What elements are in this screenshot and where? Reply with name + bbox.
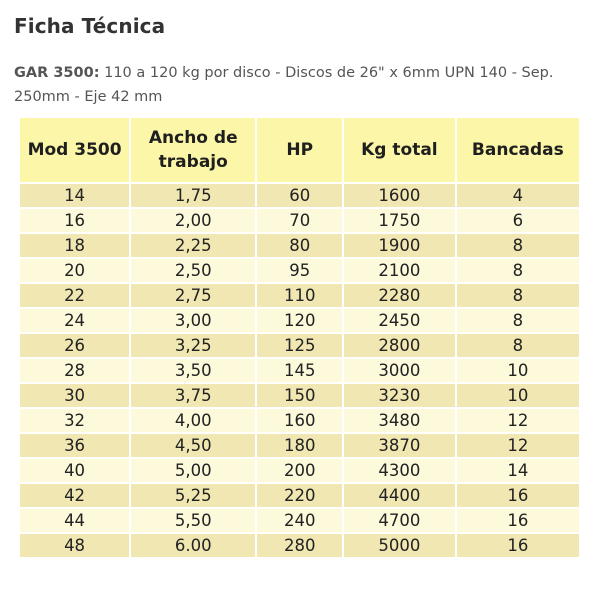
cell-ancho: 3,75 [131, 384, 255, 407]
cell-kg: 3000 [344, 359, 455, 382]
table-row [20, 459, 579, 482]
cell-bancadas: 8 [457, 334, 579, 357]
cell-mod: 44 [20, 509, 129, 532]
cell-mod: 32 [20, 409, 129, 432]
cell-kg: 3230 [344, 384, 455, 407]
table-row [20, 184, 579, 207]
cell-ancho: 3,00 [131, 309, 255, 332]
cell-bancadas: 8 [457, 234, 579, 257]
cell-hp: 180 [257, 434, 342, 457]
table-row [20, 409, 579, 432]
cell-mod: 42 [20, 484, 129, 507]
cell-mod: 18 [20, 234, 129, 257]
cell-kg: 4400 [344, 484, 455, 507]
table-row [20, 309, 579, 332]
cell-bancadas: 12 [457, 409, 579, 432]
cell-hp: 200 [257, 459, 342, 482]
model-label: GAR 3500: [14, 65, 100, 81]
table-row [20, 284, 579, 307]
cell-bancadas: 16 [457, 509, 579, 532]
cell-hp: 110 [257, 284, 342, 307]
cell-hp: 95 [257, 259, 342, 282]
cell-mod: 16 [20, 209, 129, 232]
table-row [20, 359, 579, 382]
cell-ancho: 3,50 [131, 359, 255, 382]
description-text: 110 a 120 kg por disco - Discos de 26" x 6mm UPN 140 - Sep. 250mm - Eje 42 mm [14, 65, 554, 105]
cell-bancadas: 6 [457, 209, 579, 232]
table-row [20, 434, 579, 457]
cell-ancho: 2,50 [131, 259, 255, 282]
cell-ancho: 4,50 [131, 434, 255, 457]
cell-bancadas: 8 [457, 259, 579, 282]
cell-bancadas: 8 [457, 309, 579, 332]
table-row [20, 259, 579, 282]
cell-mod: 26 [20, 334, 129, 357]
cell-kg: 2450 [344, 309, 455, 332]
cell-hp: 145 [257, 359, 342, 382]
cell-kg: 4300 [344, 459, 455, 482]
page-title: Ficha Técnica [14, 14, 166, 38]
table-row [20, 509, 579, 532]
header-hp: HP [257, 118, 342, 182]
cell-mod: 22 [20, 284, 129, 307]
cell-kg: 2800 [344, 334, 455, 357]
cell-ancho: 5,25 [131, 484, 255, 507]
cell-bancadas: 10 [457, 359, 579, 382]
cell-kg: 1900 [344, 234, 455, 257]
header-kg: Kg total [344, 118, 455, 182]
header-mod: Mod 3500 [20, 118, 129, 182]
cell-kg: 1750 [344, 209, 455, 232]
cell-bancadas: 10 [457, 384, 579, 407]
cell-hp: 60 [257, 184, 342, 207]
cell-hp: 220 [257, 484, 342, 507]
cell-hp: 150 [257, 384, 342, 407]
table-row [20, 209, 579, 232]
cell-hp: 120 [257, 309, 342, 332]
cell-bancadas: 16 [457, 484, 579, 507]
cell-ancho: 6.00 [131, 534, 255, 557]
table-body [20, 184, 579, 557]
cell-hp: 70 [257, 209, 342, 232]
cell-ancho: 4,00 [131, 409, 255, 432]
cell-mod: 30 [20, 384, 129, 407]
cell-kg: 2280 [344, 284, 455, 307]
table-row [20, 384, 579, 407]
table-row [20, 234, 579, 257]
cell-kg: 4700 [344, 509, 455, 532]
cell-mod: 36 [20, 434, 129, 457]
cell-hp: 240 [257, 509, 342, 532]
cell-bancadas: 14 [457, 459, 579, 482]
cell-kg: 3480 [344, 409, 455, 432]
table-row [20, 334, 579, 357]
cell-mod: 40 [20, 459, 129, 482]
cell-hp: 280 [257, 534, 342, 557]
table-row [20, 534, 579, 557]
header-ancho: Ancho de trabajo [131, 118, 255, 182]
cell-ancho: 3,25 [131, 334, 255, 357]
header-bancadas: Bancadas [457, 118, 579, 182]
cell-bancadas: 8 [457, 284, 579, 307]
cell-kg: 2100 [344, 259, 455, 282]
header-row [20, 118, 579, 182]
cell-mod: 24 [20, 309, 129, 332]
cell-mod: 20 [20, 259, 129, 282]
spec-description [14, 61, 584, 109]
cell-ancho: 5,00 [131, 459, 255, 482]
cell-bancadas: 16 [457, 534, 579, 557]
cell-ancho: 2,75 [131, 284, 255, 307]
cell-hp: 160 [257, 409, 342, 432]
cell-mod: 14 [20, 184, 129, 207]
cell-mod: 48 [20, 534, 129, 557]
cell-ancho: 5,50 [131, 509, 255, 532]
spec-table [18, 116, 581, 559]
cell-hp: 80 [257, 234, 342, 257]
cell-ancho: 2,00 [131, 209, 255, 232]
cell-kg: 5000 [344, 534, 455, 557]
cell-ancho: 2,25 [131, 234, 255, 257]
table-row [20, 484, 579, 507]
cell-bancadas: 4 [457, 184, 579, 207]
cell-ancho: 1,75 [131, 184, 255, 207]
cell-kg: 1600 [344, 184, 455, 207]
cell-mod: 28 [20, 359, 129, 382]
cell-hp: 125 [257, 334, 342, 357]
cell-bancadas: 12 [457, 434, 579, 457]
cell-kg: 3870 [344, 434, 455, 457]
